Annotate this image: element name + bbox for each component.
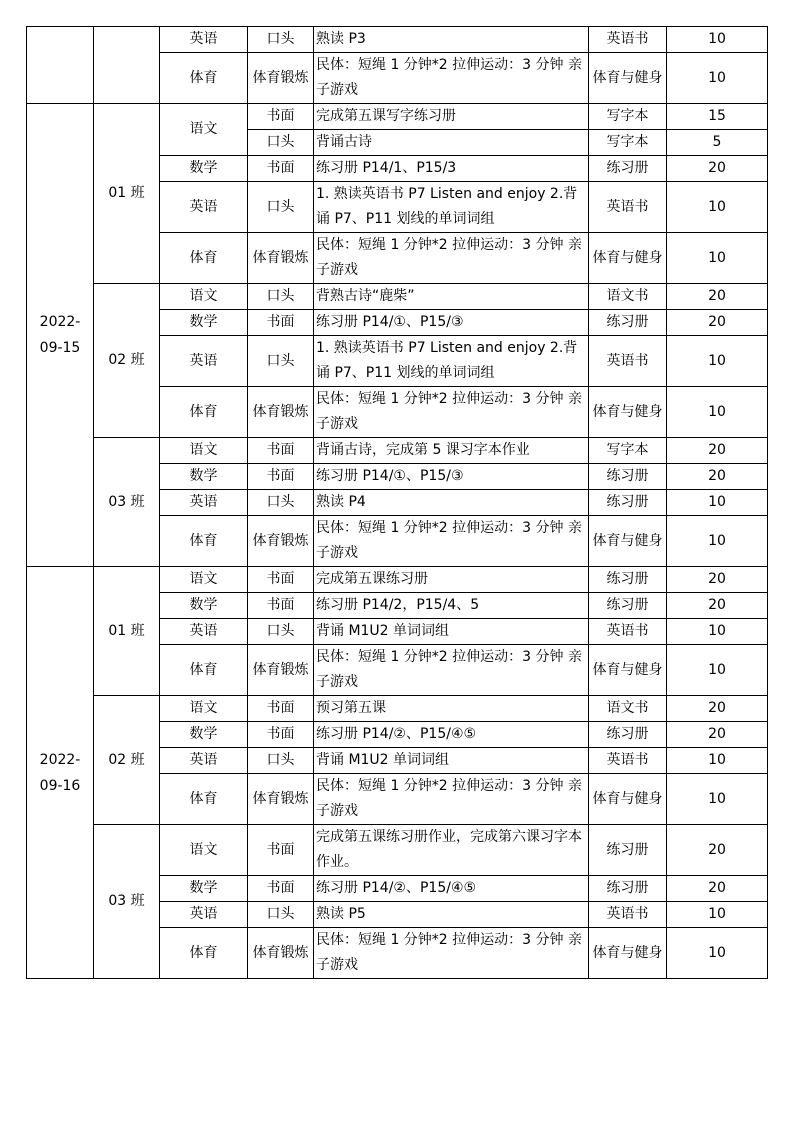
table-row: [27, 284, 768, 310]
subject-cell: 数学: [160, 722, 248, 748]
material-cell: 英语书: [589, 902, 667, 928]
material-cell: 写字本: [589, 104, 667, 130]
minutes-cell: 10: [667, 516, 768, 567]
content-cell: 熟读 P5: [314, 902, 589, 928]
type-cell: 体育锻炼: [248, 53, 314, 104]
minutes-cell: 10: [667, 336, 768, 387]
type-cell: 口头: [248, 748, 314, 774]
subject-cell: 数学: [160, 464, 248, 490]
type-cell: 书面: [248, 464, 314, 490]
minutes-cell: 10: [667, 619, 768, 645]
minutes-cell: 20: [667, 567, 768, 593]
content-cell: 完成第五课练习册: [314, 567, 589, 593]
type-cell: 口头: [248, 27, 314, 53]
type-cell: 书面: [248, 593, 314, 619]
material-cell: 练习册: [589, 310, 667, 336]
subject-cell: 英语: [160, 490, 248, 516]
content-cell: 练习册 P14/①、P15/③: [314, 464, 589, 490]
subject-cell: 体育: [160, 387, 248, 438]
class-cell: 02 班: [94, 284, 160, 438]
content-cell: 练习册 P14/②、P15/④⑤: [314, 722, 589, 748]
material-cell: 体育与健身: [589, 516, 667, 567]
material-cell: 练习册: [589, 567, 667, 593]
type-cell: 书面: [248, 156, 314, 182]
type-cell: 口头: [248, 130, 314, 156]
type-cell: 书面: [248, 722, 314, 748]
content-cell: 民体：短绳 1 分钟*2 拉伸运动：3 分钟 亲子游戏: [314, 516, 589, 567]
minutes-cell: 10: [667, 182, 768, 233]
subject-cell: 体育: [160, 928, 248, 979]
material-cell: 英语书: [589, 182, 667, 233]
material-cell: 英语书: [589, 619, 667, 645]
material-cell: 体育与健身: [589, 774, 667, 825]
content-cell: 完成第五课写字练习册: [314, 104, 589, 130]
material-cell: 写字本: [589, 438, 667, 464]
date-cell: 2022-09-15: [27, 104, 94, 567]
type-cell: 书面: [248, 438, 314, 464]
type-cell: 体育锻炼: [248, 928, 314, 979]
minutes-cell: 20: [667, 310, 768, 336]
content-cell: 练习册 P14/1、P15/3: [314, 156, 589, 182]
subject-cell: 体育: [160, 233, 248, 284]
table-row: [27, 567, 768, 593]
type-cell: 书面: [248, 567, 314, 593]
type-cell: 口头: [248, 182, 314, 233]
content-cell: 练习册 P14/2，P15/4、5: [314, 593, 589, 619]
content-cell: 民体：短绳 1 分钟*2 拉伸运动：3 分钟 亲子游戏: [314, 928, 589, 979]
type-cell: 口头: [248, 902, 314, 928]
subject-cell: 体育: [160, 774, 248, 825]
type-cell: 书面: [248, 825, 314, 876]
content-cell: 民体：短绳 1 分钟*2 拉伸运动：3 分钟 亲子游戏: [314, 53, 589, 104]
material-cell: 体育与健身: [589, 53, 667, 104]
material-cell: 练习册: [589, 593, 667, 619]
subject-cell: 数学: [160, 310, 248, 336]
content-cell: 民体：短绳 1 分钟*2 拉伸运动：3 分钟 亲子游戏: [314, 774, 589, 825]
material-cell: 语文书: [589, 696, 667, 722]
material-cell: 练习册: [589, 825, 667, 876]
date-cell: 2022-09-16: [27, 567, 94, 979]
subject-cell: 英语: [160, 748, 248, 774]
material-cell: 写字本: [589, 130, 667, 156]
subject-cell: 体育: [160, 645, 248, 696]
subject-cell: 英语: [160, 336, 248, 387]
minutes-cell: 20: [667, 876, 768, 902]
material-cell: 体育与健身: [589, 387, 667, 438]
subject-cell: 数学: [160, 593, 248, 619]
minutes-cell: 10: [667, 774, 768, 825]
minutes-cell: 10: [667, 27, 768, 53]
date-cell: [27, 27, 94, 104]
subject-cell: 英语: [160, 619, 248, 645]
subject-cell: 英语: [160, 182, 248, 233]
minutes-cell: 20: [667, 464, 768, 490]
table-row: [27, 825, 768, 876]
material-cell: 体育与健身: [589, 928, 667, 979]
subject-cell: 语文: [160, 104, 248, 156]
subject-cell: 英语: [160, 27, 248, 53]
minutes-cell: 20: [667, 284, 768, 310]
type-cell: 体育锻炼: [248, 774, 314, 825]
type-cell: 口头: [248, 490, 314, 516]
minutes-cell: 5: [667, 130, 768, 156]
content-cell: 民体：短绳 1 分钟*2 拉伸运动：3 分钟 亲子游戏: [314, 233, 589, 284]
material-cell: 英语书: [589, 27, 667, 53]
class-cell: 03 班: [94, 438, 160, 567]
subject-cell: 数学: [160, 156, 248, 182]
type-cell: 书面: [248, 696, 314, 722]
content-cell: 预习第五课: [314, 696, 589, 722]
content-cell: 熟读 P3: [314, 27, 589, 53]
material-cell: 体育与健身: [589, 645, 667, 696]
minutes-cell: 10: [667, 387, 768, 438]
material-cell: 体育与健身: [589, 233, 667, 284]
content-cell: 熟读 P4: [314, 490, 589, 516]
table-row: [27, 696, 768, 722]
content-cell: 练习册 P14/②、P15/④⑤: [314, 876, 589, 902]
content-cell: 背熟古诗“鹿柴”: [314, 284, 589, 310]
minutes-cell: 20: [667, 696, 768, 722]
table-row: [27, 104, 768, 130]
subject-cell: 体育: [160, 516, 248, 567]
material-cell: 语文书: [589, 284, 667, 310]
material-cell: 练习册: [589, 722, 667, 748]
table-row: [27, 27, 768, 53]
material-cell: 英语书: [589, 748, 667, 774]
minutes-cell: 20: [667, 438, 768, 464]
minutes-cell: 20: [667, 156, 768, 182]
class-cell: 02 班: [94, 696, 160, 825]
subject-cell: 语文: [160, 567, 248, 593]
minutes-cell: 10: [667, 490, 768, 516]
type-cell: 书面: [248, 310, 314, 336]
homework-table: [26, 26, 768, 979]
class-cell: 01 班: [94, 567, 160, 696]
content-cell: 1. 熟读英语书 P7 Listen and enjoy 2.背诵 P7、P11 划线的单词词组: [314, 182, 589, 233]
subject-cell: 语文: [160, 825, 248, 876]
type-cell: 口头: [248, 336, 314, 387]
content-cell: 练习册 P14/①、P15/③: [314, 310, 589, 336]
minutes-cell: 10: [667, 53, 768, 104]
class-cell: 03 班: [94, 825, 160, 979]
minutes-cell: 10: [667, 748, 768, 774]
content-cell: 背诵 M1U2 单词词组: [314, 619, 589, 645]
subject-cell: 体育: [160, 53, 248, 104]
subject-cell: 数学: [160, 876, 248, 902]
minutes-cell: 20: [667, 825, 768, 876]
type-cell: 口头: [248, 619, 314, 645]
content-cell: 背诵古诗，完成第 5 课习字本作业: [314, 438, 589, 464]
minutes-cell: 20: [667, 722, 768, 748]
minutes-cell: 10: [667, 233, 768, 284]
subject-cell: 语文: [160, 696, 248, 722]
type-cell: 口头: [248, 284, 314, 310]
minutes-cell: 10: [667, 645, 768, 696]
class-cell: [94, 27, 160, 104]
content-cell: 背诵古诗: [314, 130, 589, 156]
type-cell: 体育锻炼: [248, 233, 314, 284]
material-cell: 练习册: [589, 490, 667, 516]
minutes-cell: 20: [667, 593, 768, 619]
content-cell: 背诵 M1U2 单词词组: [314, 748, 589, 774]
subject-cell: 语文: [160, 438, 248, 464]
type-cell: 体育锻炼: [248, 645, 314, 696]
subject-cell: 英语: [160, 902, 248, 928]
type-cell: 书面: [248, 876, 314, 902]
content-cell: 完成第五课练习册作业，完成第六课习字本作业。: [314, 825, 589, 876]
material-cell: 英语书: [589, 336, 667, 387]
material-cell: 练习册: [589, 876, 667, 902]
material-cell: 练习册: [589, 464, 667, 490]
subject-cell: 语文: [160, 284, 248, 310]
content-cell: 1. 熟读英语书 P7 Listen and enjoy 2.背诵 P7、P11 划线的单词词组: [314, 336, 589, 387]
minutes-cell: 10: [667, 902, 768, 928]
minutes-cell: 10: [667, 928, 768, 979]
table-row: [27, 438, 768, 464]
content-cell: 民体：短绳 1 分钟*2 拉伸运动：3 分钟 亲子游戏: [314, 645, 589, 696]
type-cell: 体育锻炼: [248, 516, 314, 567]
content-cell: 民体：短绳 1 分钟*2 拉伸运动：3 分钟 亲子游戏: [314, 387, 589, 438]
minutes-cell: 15: [667, 104, 768, 130]
type-cell: 体育锻炼: [248, 387, 314, 438]
type-cell: 书面: [248, 104, 314, 130]
class-cell: 01 班: [94, 104, 160, 284]
material-cell: 练习册: [589, 156, 667, 182]
